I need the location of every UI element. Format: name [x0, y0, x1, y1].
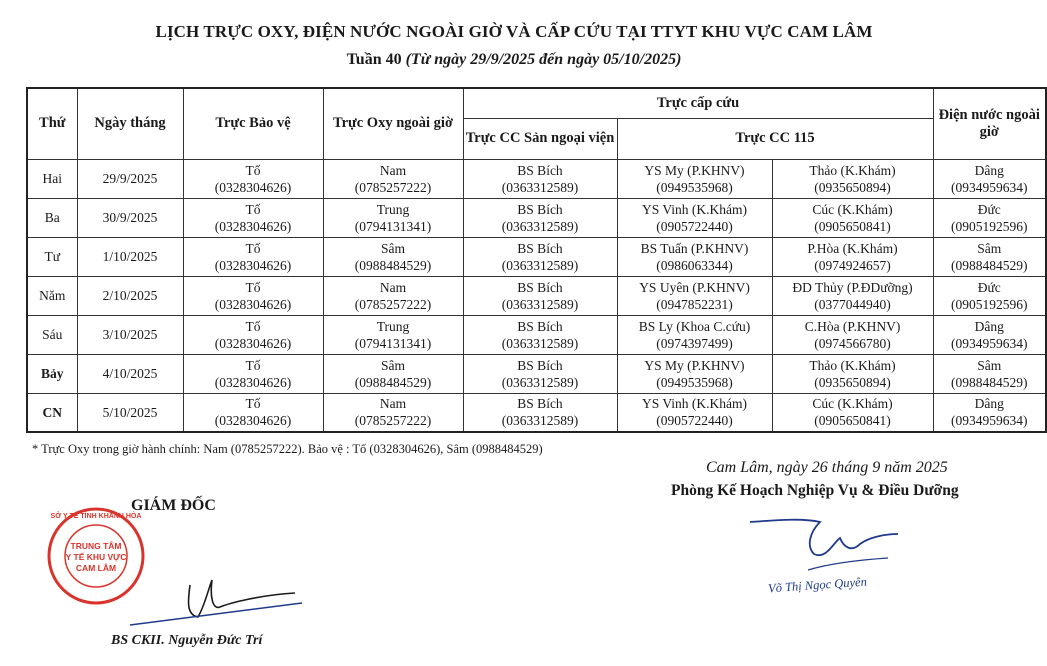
phone-number: (0935650894)	[814, 179, 891, 195]
utility-cell	[933, 198, 1046, 237]
person-name: Nam	[379, 279, 407, 295]
phone-number: (0905192596)	[951, 296, 1028, 312]
week-label: Tuần 40	[346, 51, 402, 68]
person-name: Thảo (K.Khám)	[809, 357, 896, 373]
person-name: Trung	[376, 201, 410, 217]
person-name: BS Bích	[517, 357, 563, 373]
cc115-cell-2	[772, 393, 933, 432]
person-name: Sâm	[380, 240, 405, 256]
person-name: BS Ly (Khoa C.cứu)	[638, 318, 751, 334]
header-emergency-115: Trực CC 115	[617, 118, 933, 159]
header-emergency-obstetric: Trực CC Sản ngoại viện	[463, 118, 617, 159]
cc115-cell-1	[617, 159, 772, 198]
cc115-cell-1	[617, 198, 772, 237]
phone-number: (0794131341)	[354, 218, 432, 234]
header-security: Trực Bảo vệ	[183, 88, 323, 159]
person-name: BS Bích	[517, 279, 563, 295]
person-name: Trung	[376, 318, 410, 334]
date-value: 5/10/2025	[102, 404, 158, 420]
oxy-cell	[323, 159, 463, 198]
duty-schedule-table	[26, 87, 1047, 433]
phone-number: (0363312589)	[501, 179, 579, 195]
oxy-cell	[323, 393, 463, 432]
utility-cell	[933, 315, 1046, 354]
phone-number: (0974566780)	[814, 335, 891, 351]
phone-number: (0377044940)	[814, 296, 891, 312]
date-value: 4/10/2025	[102, 366, 158, 381]
weekday: Hai	[42, 171, 62, 186]
phone-number: (0935650894)	[814, 374, 891, 390]
person-name: Tố	[245, 396, 261, 412]
director-name: BS CKII. Nguyễn Đức Trí	[111, 633, 263, 648]
person-name: Dâng	[974, 396, 1004, 412]
person-name: Thảo (K.Khám)	[809, 162, 896, 178]
person-name: Sâm	[977, 240, 1002, 256]
phone-number: (0988484529)	[951, 374, 1028, 390]
person-name: Dâng	[974, 162, 1004, 178]
cc115-cell-2	[772, 354, 933, 393]
cc115-cell-1	[617, 276, 772, 315]
security-cell	[183, 393, 323, 432]
date-cell	[77, 237, 183, 276]
weekday: Tư	[44, 249, 61, 264]
oxy-cell	[323, 354, 463, 393]
department-name: Phòng Kế Hoạch Nghiệp Vụ & Điều Dưỡng	[671, 482, 959, 499]
security-cell	[183, 237, 323, 276]
date-cell	[77, 276, 183, 315]
table-row	[27, 159, 1046, 198]
phone-number: (0988484529)	[951, 257, 1028, 273]
document-title: LỊCH TRỰC OXY, ĐIỆN NƯỚC NGOÀI GIỜ VÀ CẤP CỨU TẠI TTYT KHU VỰC CAM LÂM	[155, 22, 873, 41]
phone-number: (0363312589)	[501, 413, 579, 429]
date-cell	[77, 315, 183, 354]
person-name: Tố	[245, 357, 261, 373]
obstetric-cell	[463, 393, 617, 432]
person-name: BS Bích	[517, 162, 563, 178]
security-cell	[183, 354, 323, 393]
oxy-cell	[323, 237, 463, 276]
person-name: YS My (P.KHNV)	[644, 357, 745, 373]
security-cell	[183, 276, 323, 315]
table-row	[27, 276, 1046, 315]
cc115-cell-1	[617, 315, 772, 354]
utility-cell	[933, 276, 1046, 315]
date-cell	[77, 393, 183, 432]
day-cell	[27, 198, 77, 237]
person-name: BS Bích	[517, 201, 563, 217]
day-cell	[27, 315, 77, 354]
security-cell	[183, 198, 323, 237]
obstetric-cell	[463, 198, 617, 237]
phone-number: (0328304626)	[214, 413, 292, 429]
table-row	[27, 237, 1046, 276]
svg-text:SỞ Y TẾ TỈNH KHÁNH HÒA: SỞ Y TẾ TỈNH KHÁNH HÒA	[50, 513, 142, 520]
date-cell	[77, 354, 183, 393]
person-name: BS Bích	[517, 240, 563, 256]
obstetric-cell	[463, 159, 617, 198]
person-name: BS Bích	[517, 318, 563, 334]
phone-number: (0328304626)	[214, 218, 292, 234]
date-value: 3/10/2025	[102, 327, 158, 342]
weekday: Ba	[44, 210, 60, 225]
svg-text:Y TẾ KHU VỰC: Y TẾ KHU VỰC	[65, 552, 127, 562]
utility-cell	[933, 159, 1046, 198]
person-name: YS Vinh (K.Khám)	[641, 201, 748, 217]
date-cell	[77, 198, 183, 237]
director-signature-icon	[120, 535, 310, 645]
phone-number: (0328304626)	[214, 179, 292, 195]
table-row	[27, 393, 1046, 432]
department-signer-name: Võ Thị Ngọc Quyên	[767, 574, 868, 596]
obstetric-cell	[463, 354, 617, 393]
phone-number: (0363312589)	[501, 257, 579, 273]
phone-number: (0974924657)	[814, 257, 891, 273]
cc115-cell-2	[772, 276, 933, 315]
obstetric-cell	[463, 315, 617, 354]
utility-cell	[933, 354, 1046, 393]
table-row	[27, 315, 1046, 354]
table-row	[27, 198, 1046, 237]
phone-number: (0949535968)	[656, 374, 733, 390]
obstetric-cell	[463, 237, 617, 276]
person-name: YS Vinh (K.Khám)	[641, 396, 748, 412]
person-name: Đức	[977, 201, 1001, 217]
table-row	[27, 354, 1046, 393]
department-signature-icon	[748, 512, 908, 582]
svg-text:CAM LÂM: CAM LÂM	[75, 563, 117, 573]
obstetric-cell	[463, 276, 617, 315]
phone-number: (0328304626)	[214, 335, 292, 351]
header-date: Ngày tháng	[77, 88, 183, 159]
person-name: Dâng	[974, 318, 1004, 334]
header-utility: Điện nước ngoài giờ	[933, 88, 1046, 159]
person-name: YS My (P.KHNV)	[644, 162, 745, 178]
oxy-cell	[323, 315, 463, 354]
person-name: BS Bích	[517, 396, 563, 412]
date-cell	[77, 159, 183, 198]
date-value: 2/10/2025	[102, 288, 158, 303]
person-name: Nam	[379, 396, 407, 412]
utility-cell	[933, 237, 1046, 276]
svg-text:TRUNG TÂM: TRUNG TÂM	[70, 541, 122, 551]
security-cell	[183, 159, 323, 198]
phone-number: (0974397499)	[656, 335, 733, 351]
weekday: CN	[42, 404, 62, 420]
phone-number: (0905722440)	[656, 218, 733, 234]
person-name: YS Uyên (P.KHNV)	[639, 279, 750, 295]
week-subtitle	[0, 51, 1028, 69]
phone-number: (0363312589)	[501, 335, 579, 351]
header-emergency: Trực cấp cứu	[463, 88, 933, 118]
phone-number: (0363312589)	[501, 374, 579, 390]
utility-cell	[933, 393, 1046, 432]
cc115-cell-1	[617, 237, 772, 276]
person-name: Tố	[245, 240, 261, 256]
cc115-cell-2	[772, 315, 933, 354]
security-cell	[183, 315, 323, 354]
date-value: 29/9/2025	[102, 171, 158, 186]
person-name: Cúc (K.Khám)	[812, 396, 893, 412]
person-name: BS Tuấn (P.KHNV)	[640, 240, 749, 256]
person-name: Đức	[977, 279, 1001, 295]
phone-number: (0363312589)	[501, 296, 579, 312]
phone-number: (0905192596)	[951, 218, 1028, 234]
phone-number: (0794131341)	[354, 335, 432, 351]
header-day: Thứ	[27, 88, 77, 159]
cc115-cell-1	[617, 393, 772, 432]
person-name: Cúc (K.Khám)	[812, 201, 893, 217]
phone-number: (0328304626)	[214, 296, 292, 312]
day-cell	[27, 276, 77, 315]
cc115-cell-2	[772, 198, 933, 237]
weekday: Năm	[39, 288, 66, 303]
date-value: 1/10/2025	[102, 249, 158, 264]
phone-number: (0934959634)	[951, 335, 1028, 351]
phone-number: (0785257222)	[354, 413, 432, 429]
phone-number: (0328304626)	[214, 257, 292, 273]
phone-number: (0988484529)	[354, 374, 432, 390]
phone-number: (0785257222)	[354, 296, 432, 312]
phone-number: (0934959634)	[951, 179, 1028, 195]
weekday: Bảy	[40, 366, 64, 381]
day-cell	[27, 354, 77, 393]
header-oxy: Trực Oxy ngoài giờ	[323, 88, 463, 159]
person-name: Tố	[245, 318, 261, 334]
phone-number: (0328304626)	[214, 374, 292, 390]
phone-number: (0934959634)	[951, 413, 1028, 429]
date-range: (Từ ngày 29/9/2025 đến ngày 05/10/2025)	[405, 51, 682, 68]
person-name: P.Hòa (K.Khám)	[807, 240, 898, 256]
phone-number: (0785257222)	[354, 179, 432, 195]
weekday: Sáu	[42, 327, 63, 342]
day-cell	[27, 393, 77, 432]
person-name: Nam	[379, 162, 407, 178]
phone-number: (0905722440)	[656, 413, 733, 429]
oxy-cell	[323, 198, 463, 237]
person-name: Sâm	[977, 357, 1002, 373]
cc115-cell-1	[617, 354, 772, 393]
person-name: C.Hòa (P.KHNV)	[804, 318, 901, 334]
phone-number: (0988484529)	[354, 257, 432, 273]
phone-number: (0986063344)	[656, 257, 733, 273]
day-cell	[27, 237, 77, 276]
phone-number: (0363312589)	[501, 218, 579, 234]
phone-number: (0905650841)	[814, 218, 891, 234]
person-name: Sâm	[380, 357, 405, 373]
phone-number: (0947852231)	[656, 296, 733, 312]
footnote: * Trực Oxy trong giờ hành chính: Nam (0785257222). Bảo vệ : Tố (0328304626), Sâm (0988484529)	[32, 442, 543, 456]
phone-number: (0949535968)	[656, 179, 733, 195]
date-value: 30/9/2025	[102, 210, 158, 225]
person-name: ĐD Thủy (P.ĐDưỡng)	[792, 279, 913, 295]
place-date: Cam Lâm, ngày 26 tháng 9 năm 2025	[706, 459, 948, 476]
phone-number: (0905650841)	[814, 413, 891, 429]
person-name: Tố	[245, 279, 261, 295]
cc115-cell-2	[772, 237, 933, 276]
oxy-cell	[323, 276, 463, 315]
day-cell	[27, 159, 77, 198]
person-name: Tố	[245, 162, 261, 178]
person-name: Tố	[245, 201, 261, 217]
schedule-body	[27, 159, 1046, 432]
cc115-cell-2	[772, 159, 933, 198]
director-title: GIÁM ĐỐC	[131, 497, 216, 514]
